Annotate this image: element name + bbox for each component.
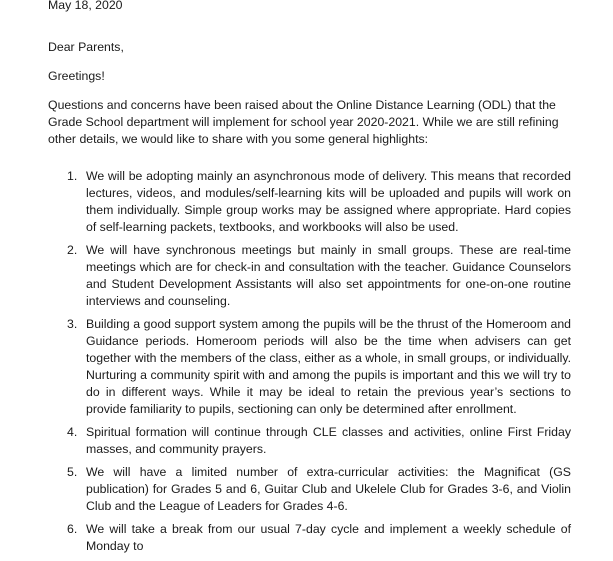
list-item-text: We will have synchronous meetings but mainly in small groups. These are real-time meetings which are for check-in and consultation with the teacher. Guidance Counselors and Student Development Assistants will also set appointments for one-on-one routine interviews and counseling.: [86, 243, 571, 308]
list-item-number: 4.: [67, 425, 78, 439]
list-item: [48, 424, 571, 458]
greeting: Greetings!: [48, 69, 105, 83]
list-item-number: 6.: [67, 522, 78, 536]
list-item-text: Spiritual formation will continue through CLE classes and activities, online First Friday masses, and community prayers.: [86, 425, 571, 456]
list-item: [48, 316, 571, 418]
list-item-text: Building a good support system among the pupils will be the thrust of the Homeroom and Guidance periods. Homeroom periods will also be the time when advisers can get together with the members of the class, either as a whole, in small groups, or individually. Nurturing a community spirit with and among the pupils is important and this we will try to do in different ways. While it may be ideal to retain the previous year’s sections to provide familiarity to pupils, sectioning can only be determined after enrollment.: [86, 317, 571, 416]
list-item-text: We will take a break from our usual 7-day cycle and implement a weekly schedule of Monday to: [86, 522, 571, 553]
list-item-text: We will have a limited number of extra-curricular activities: the Magnificat (GS publication) for Grades 5 and 6, Guitar Club and Ukelele Club for Grades 3-6, and Violin Club and the League of Leaders for Grades 4-6.: [86, 465, 571, 513]
highlights-list: [48, 168, 571, 555]
list-item-number: 2.: [67, 243, 78, 257]
list-item-number: 5.: [67, 465, 78, 479]
list-item: [48, 464, 571, 515]
list-item-text: We will be adopting mainly an asynchronous mode of delivery. This means that recorded lectures, videos, and modules/self-learning kits will be uploaded and pupils will work on them individually. Simple group works may be assigned where appropriate. Hard copies of self-learning packets, textbooks, and workbooks will also be used.: [86, 169, 571, 234]
intro-paragraph: Questions and concerns have been raised about the Online Distance Learning (ODL) that the Grade School department will implement for school year 2020-2021. While we are still refining other details, we would like to share with you some general highlights:: [48, 98, 559, 146]
list-item-number: 1.: [67, 169, 78, 183]
list-item-number: 3.: [67, 317, 78, 331]
list-item: [48, 168, 571, 236]
list-item: [48, 242, 571, 310]
list-item: [48, 521, 571, 555]
letter-page: [48, 0, 571, 561]
letter-date: May 18, 2020: [48, 0, 123, 12]
salutation: Dear Parents,: [48, 40, 124, 54]
